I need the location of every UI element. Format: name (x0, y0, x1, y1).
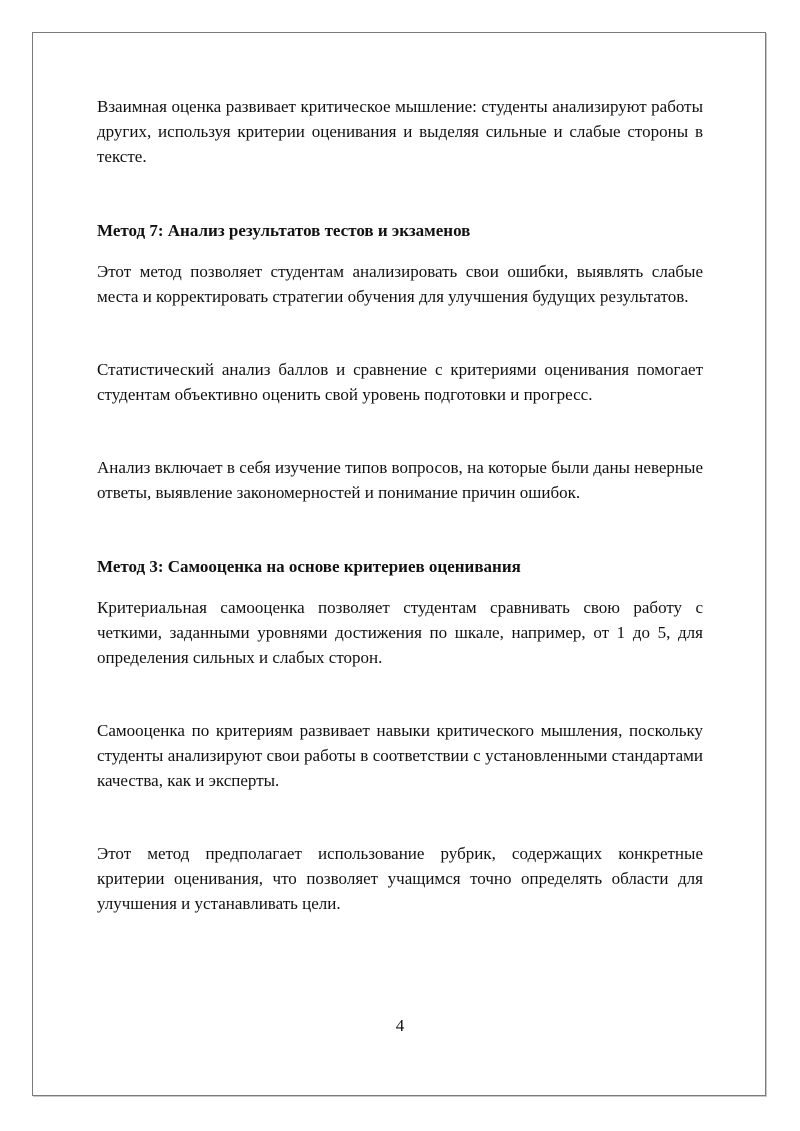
paragraph-method-7-intro: Этот метод позволяет студентам анализировать свои ошибки, выявлять слабые места и корректировать стратегии обучения для улучшения будущих результатов. (97, 262, 703, 306)
paragraph-rubrics: Этот метод предполагает использование рубрик, содержащих конкретные критерии оценивания, что позволяет учащимся точно определять области для улучшения и устанавливать цели. (97, 844, 703, 913)
heading-method-7: Метод 7: Анализ результатов тестов и экзаменов (97, 221, 471, 240)
heading-method-3: Метод 3: Самооценка на основе критериев оценивания (97, 557, 521, 576)
paragraph-peer-assessment: Взаимная оценка развивает критическое мышление: студенты анализируют работы других, используя критерии оценивания и выделяя сильные и слабые стороны в тексте. (97, 97, 703, 166)
page-number: 4 (395, 1016, 405, 1035)
paragraph-statistical-analysis: Статистический анализ баллов и сравнение с критериями оценивания помогает студентам объективно оценить свой уровень подготовки и прогресс. (97, 360, 703, 404)
paragraph-error-analysis: Анализ включает в себя изучение типов вопросов, на которые были даны неверные ответы, выявление закономерностей и понимание причин ошибок. (97, 458, 703, 502)
document-body (97, 94, 703, 916)
paragraph-criterial-self-assessment: Критериальная самооценка позволяет студентам сравнивать свою работу с четкими, заданными уровнями достижения по шкале, например, от 1 до 5, для определения сильных и слабых сторон. (97, 598, 703, 667)
paragraph-critical-thinking: Самооценка по критериям развивает навыки критического мышления, поскольку студенты анализируют свои работы в соответствии с установленными стандартами качества, как и эксперты. (97, 721, 703, 790)
